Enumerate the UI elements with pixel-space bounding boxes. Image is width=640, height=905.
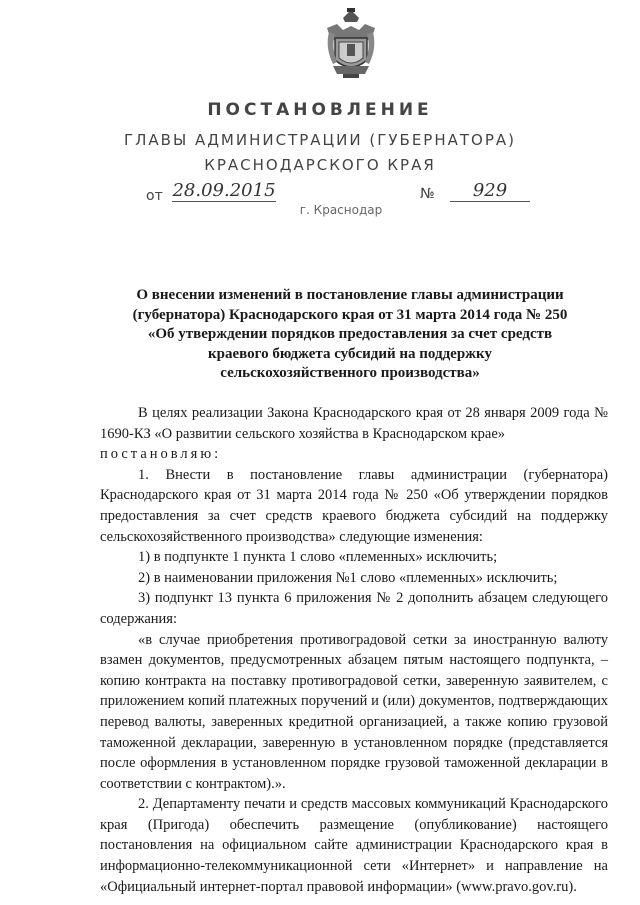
date-label: от [146, 188, 163, 204]
decree-word: постановляю: [100, 446, 222, 463]
title-line: (губернатора) Краснодарского края от 31 марта 2014 года № 250 [132, 306, 568, 323]
title-line: сельскохозяйственного производства» [220, 365, 480, 381]
subparagraph-2: 2) в наименовании приложения №1 слово «племенных» исключить; [138, 569, 558, 586]
document-type-heading: ПОСТАНОВЛЕНИЕ [207, 100, 433, 120]
document-title [120, 286, 580, 384]
document-body [100, 403, 608, 897]
handwritten-date: 28.09.2015 [172, 180, 276, 201]
subparagraph-1: 1) в подпункте 1 пункта 1 слово «племенных» исключить; [138, 549, 498, 566]
number-label: № [420, 186, 435, 202]
preamble-paragraph: В целях реализации Закона Краснодарского края от 28 января 2009 года № 1690-КЗ «О развитии сельского хозяйства в Краснодарском крае» [100, 405, 608, 442]
handwritten-number: 929 [450, 180, 530, 202]
issuer-heading-line1: ГЛАВЫ АДМИНИСТРАЦИИ (ГУБЕРНАТОРА) [123, 131, 517, 149]
paragraph-1: 1. Внести в постановление главы администрации (губернатора) Краснодарского края от 31 марта 2014 года № 250 «Об утверждении порядков предоставления за счет средств краевого бюджета субсидий на поддержку сельскохозяйственного производства» следующие изменения: [100, 466, 608, 545]
issuer-heading-line2: КРАСНОДАРСКОГО КРАЯ [204, 156, 436, 174]
subparagraph-3: 3) подпункт 13 пункта 6 приложения № 2 дополнить абзацем следующего содержания: [100, 590, 608, 627]
quoted-amendment: «в случае приобретения противоградовой сетки за иностранную валюту взамен документов, предусмотренных абзацем пятым настоящего подпункта, – копию контракта на поставку противоградовой сетки, заверенную заявителем, с приложением копий платежных поручений и (или) документов, подтверждающих перевод валюты, заверенных кредитной организацией, а также копию грузовой таможенной декларации, заверенную в установленном порядке (представляется после оформления в установленном порядке грузовой таможенной декларации в соответствии с контрактом).». [100, 631, 608, 792]
title-line: О внесении изменений в постановление главы администрации [136, 287, 564, 303]
title-line: «Об утверждении порядков предоставления за счет средств [147, 326, 553, 342]
paragraph-2: 2. Департаменту печати и средств массовых коммуникаций Краснодарского края (Пригода) обеспечить размещение (опубликование) настоящего постановления на официальном сайте администрации Краснодарского края в информационно-телекоммуникационной сети «Интернет» и направление на «Официальный интернет-портал правовой информации» (www.pravo.gov.ru). [100, 796, 608, 895]
title-line: краевого бюджета субсидий на поддержку [208, 345, 492, 362]
city-line: г. Краснодар [299, 203, 383, 217]
coat-of-arms-icon [323, 8, 379, 82]
